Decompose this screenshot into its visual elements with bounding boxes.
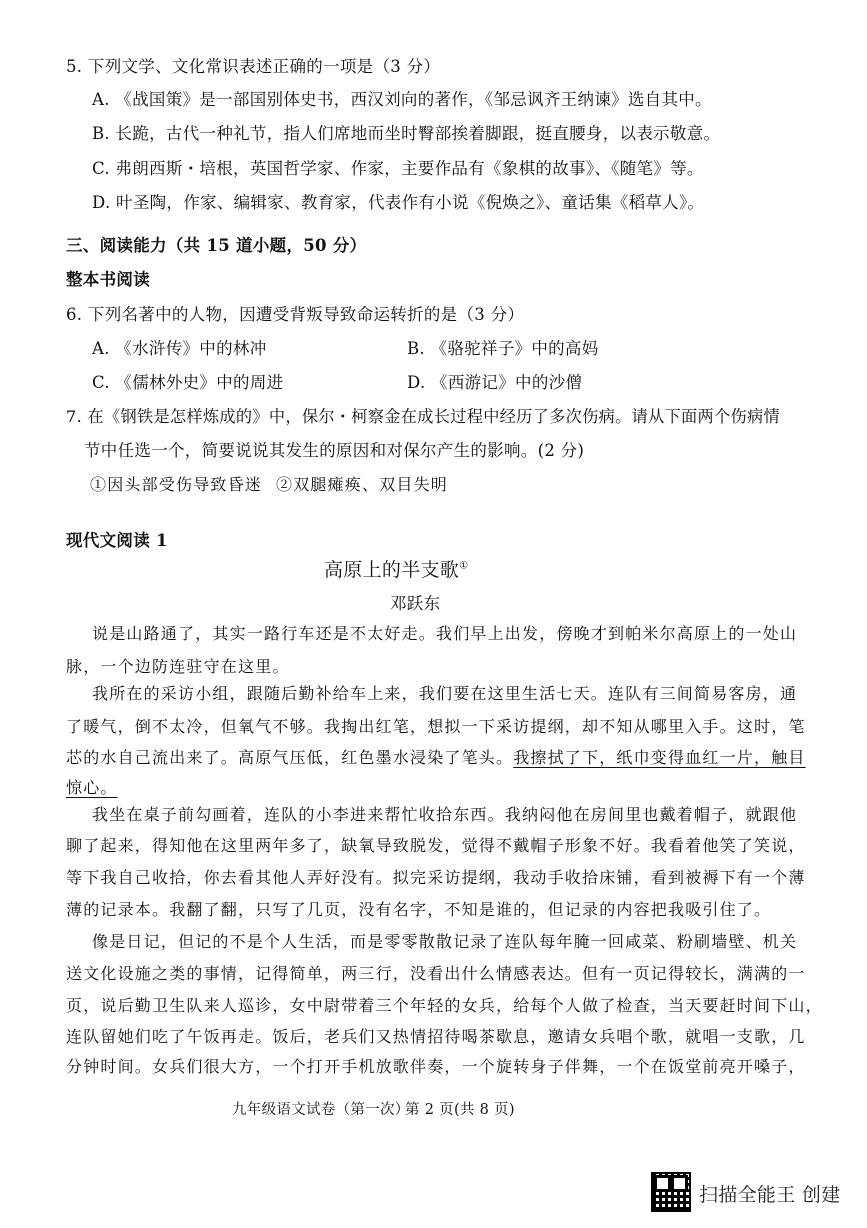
- question-6-option-c: C. 《儒林外史》中的周进: [92, 373, 284, 392]
- article-line-5: [66, 745, 806, 768]
- question-6-option-b: B. 《骆驼祥子》中的高妈: [407, 339, 599, 358]
- question-6-stem: 6. 下列名著中的人物，因遭受背叛导致命运转折的是（3 分）: [66, 305, 525, 324]
- section-subheading: 整本书阅读: [66, 270, 150, 289]
- question-6-option-d: D. 《西游记》中的沙僧: [407, 373, 583, 392]
- question-7-line-1: 7. 在《钢铁是怎样炼成的》中，保尔・柯察金在成长过程中经历了多次伤病。请从下面两个伤病情: [66, 407, 780, 426]
- question-5-option-b: B. 长跪，古代一种礼节，指人们席地而坐时臀部挨着脚跟，挺直腰身，以表示敬意。: [92, 124, 721, 143]
- footer-page-number: 第 2 页(共 8 页): [405, 1102, 515, 1118]
- article-line-1: 说是山路通了，其实一路行车还是不太好走。我们早上出发，傍晚才到帕米尔高原上的一处山: [92, 624, 798, 643]
- section-heading: 三、阅读能力（共 15 道小题，50 分）: [66, 236, 367, 255]
- qr-code-icon: [651, 1172, 691, 1212]
- article-line-5-text: 芯的水自己流出来了。高原气压低，红色墨水浸染了笔头。: [66, 748, 514, 767]
- article-line-12: 送文化设施之类的事情，记得简单，两三行，没看出什么情感表达。但有一页记得较长，满满的一: [66, 964, 806, 983]
- question-5-option-d: D. 叶圣陶，作家、编辑家、教育家，代表作有小说《倪焕之》、童话集《稻草人》。: [92, 193, 705, 212]
- article-line-10: 薄的记录本。我翻了翻，只写了几页，没有名字，不知是谁的，但记录的内容把我吸引住了。: [66, 900, 772, 919]
- footer-exam-title: 九年级语文试卷（第一次）: [232, 1102, 410, 1118]
- article-author: 邓跃东: [390, 594, 441, 613]
- article-line-3: 我所在的采访小组，跟随后勤补给车上来，我们要在这里生活七天。连队有三间简易客房，通: [92, 684, 798, 703]
- article-line-13: 页，说后勤卫生队来人巡诊，女中尉带着三个年轻的女兵，给每个人做了检查，当天要赶时间下山，: [66, 996, 823, 1015]
- article-title-footnote-mark: ①: [459, 560, 469, 572]
- article-line-8: 聊了起来，得知他在这里两年多了，缺氧导致脱发，觉得不戴帽子形象不好。我看着他笑了笑说，: [66, 836, 806, 855]
- underlined-sentence-end: 惊心。: [66, 778, 118, 797]
- question-7-choice-2: ②双腿瘫痪、双目失明: [276, 475, 449, 494]
- article-title-text: 高原上的半支歌: [324, 559, 460, 581]
- article-line-9: 等下我自己收拾，你去看其他人弄好没有。拟完采访提纲，我动手收拾床铺，看到被褥下有一个薄: [66, 868, 806, 887]
- article-line-7: 我坐在桌子前勾画着，连队的小李进来帮忙收拾东西。我纳闷他在房间里也戴着帽子，就跟他: [92, 805, 798, 824]
- article-line-4: 了暖气，倒不太冷，但氧气不够。我掏出红笔，想拟一下采访提纲，却不知从哪里入手。这时，笔: [66, 717, 806, 736]
- question-7-choice-1: ①因头部受伤导致昏迷: [90, 475, 263, 494]
- underlined-sentence: 我擦拭了下，纸巾变得血红一片，触目: [513, 748, 806, 767]
- question-5-stem: 5. 下列文学、文化常识表述正确的一项是（3 分）: [66, 57, 441, 76]
- scanner-watermark: 扫描全能王 创建: [699, 1184, 841, 1206]
- question-5-option-c: C. 弗朗西斯・培根，英国哲学家、作家，主要作品有《象棋的故事》、《随笔》等。: [92, 159, 704, 178]
- question-5-option-a: A. 《战国策》是一部国别体史书，西汉刘向的著作，《邹忌讽齐王纳谏》选自其中。: [92, 90, 712, 109]
- article-line-14: 连队留她们吃了午饭再走。饭后，老兵们又热情招待喝茶歇息，邀请女兵唱个歌，就唱一支歌，几: [66, 1027, 806, 1046]
- article-line-11: 像是日记，但记的不是个人生活，而是零零散散记录了连队每年腌一回咸菜、粉刷墙壁、机关: [92, 932, 798, 951]
- question-6-option-a: A. 《水浒传》中的林冲: [92, 339, 267, 358]
- article-title: [324, 555, 468, 582]
- article-line-2: 脉，一个边防连驻守在这里。: [66, 657, 290, 676]
- reading-section-label: 现代文阅读 1: [66, 531, 168, 550]
- article-line-15: 分钟时间。女兵们很大方，一个打开手机放歌伴奏，一个旋转身子伴舞，一个在饭堂前亮开嗓子，: [66, 1057, 806, 1076]
- question-7-line-2: 节中任选一个，简要说说其发生的原因和对保尔产生的影响。(2 分): [84, 441, 585, 460]
